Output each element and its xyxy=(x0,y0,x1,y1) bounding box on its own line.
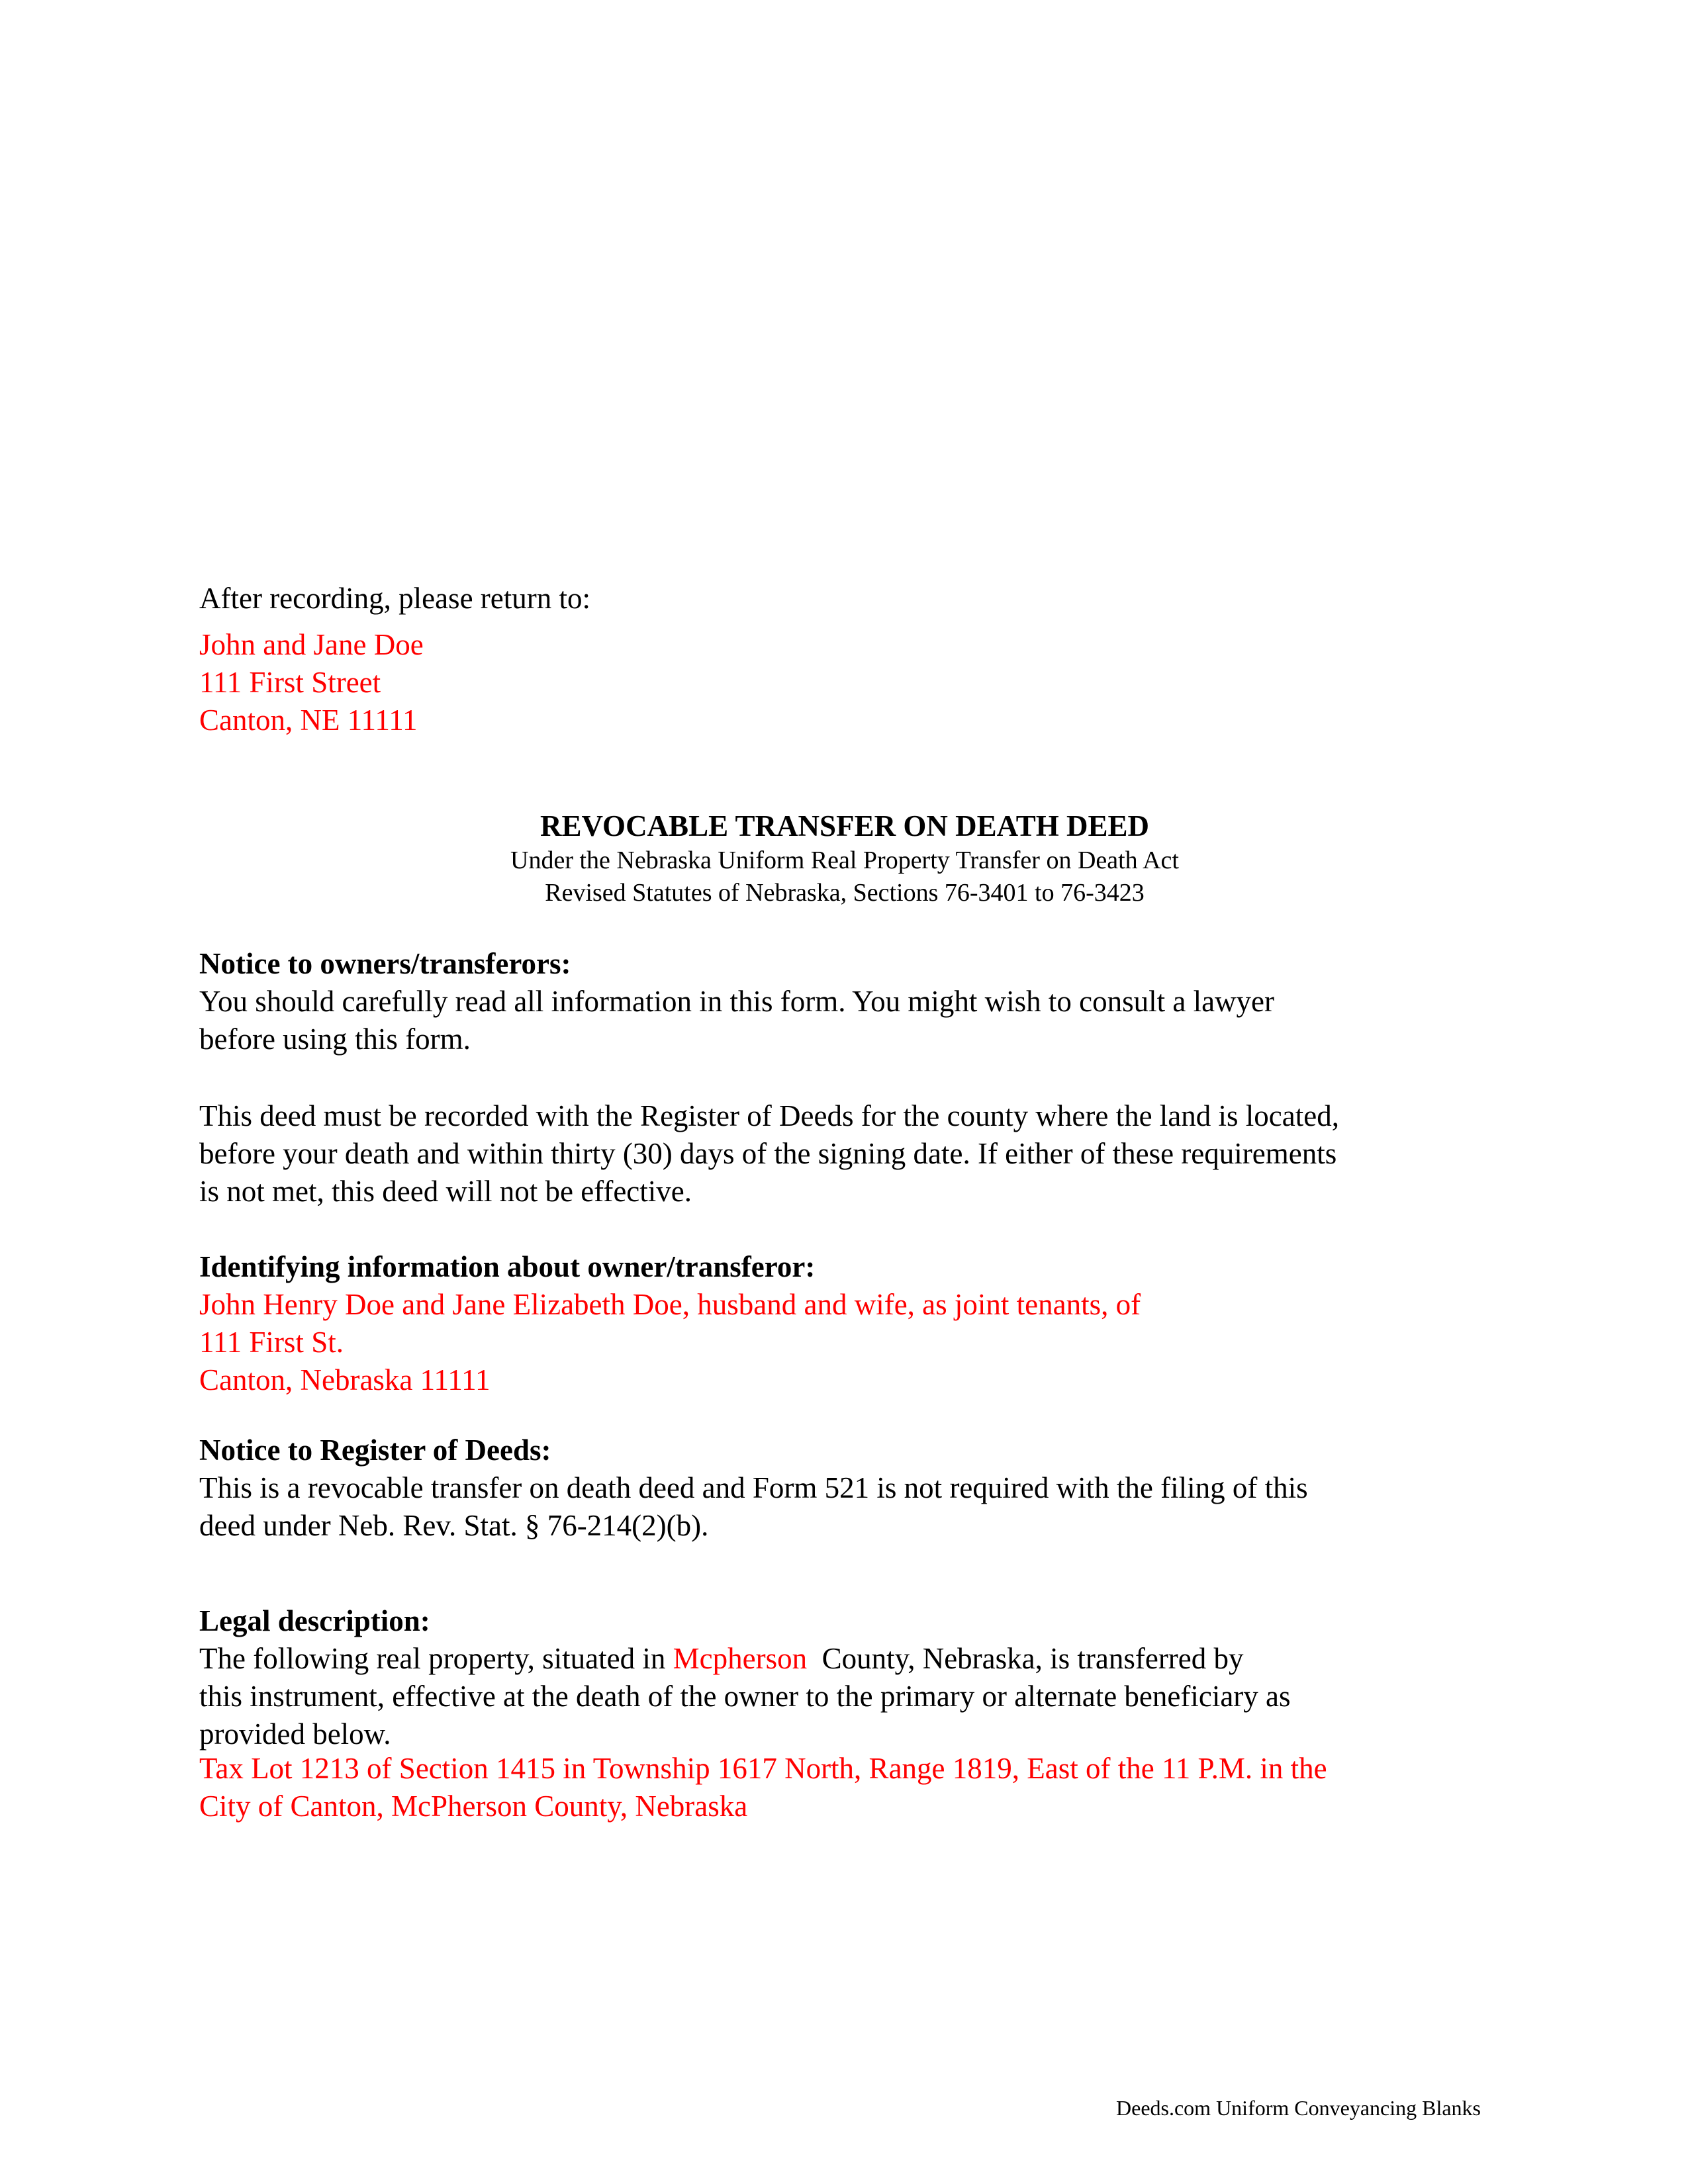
deed-title: REVOCABLE TRANSFER ON DEATH DEED xyxy=(539,809,1150,842)
legal-description-section xyxy=(199,1602,1490,1753)
return-street: 111 First Street xyxy=(199,666,381,699)
return-name: John and Jane Doe xyxy=(199,628,424,661)
deed-subtitle-act: Under the Nebraska Uniform Real Property Transfer on Death Act xyxy=(510,846,1179,874)
property-description-line: Tax Lot 1213 of Section 1415 in Township 1617 North, Range 1819, East of the 11 P.M. in the xyxy=(199,1752,1327,1785)
owner-names: John Henry Doe and Jane Elizabeth Doe, husband and wife, as joint tenants, of xyxy=(199,1288,1141,1321)
notice-owners-text-line: You should carefully read all information in this form. You might wish to consult a lawyer xyxy=(199,985,1274,1018)
legal-description-line: provided below. xyxy=(199,1717,391,1751)
recording-text-line: This deed must be recorded with the Register of Deeds for the county where the land is located, xyxy=(199,1099,1339,1132)
legal-description-line: this instrument, effective at the death of the owner to the primary or alternate beneficiary as xyxy=(199,1680,1291,1713)
return-address-block xyxy=(199,626,1490,739)
return-to-label: After recording, please return to: xyxy=(199,582,590,615)
notice-owners-text-line: before using this form. xyxy=(199,1023,471,1056)
owner-street: 111 First St. xyxy=(199,1326,344,1359)
property-description xyxy=(199,1750,1490,1825)
property-description-line: City of Canton, McPherson County, Nebraska xyxy=(199,1790,748,1823)
deed-header xyxy=(199,807,1490,909)
county-name: Mcpherson xyxy=(673,1642,808,1675)
recording-text-line: before your death and within thirty (30) days of the signing date. If either of these requirements xyxy=(199,1137,1337,1170)
footer-credit: Deeds.com Uniform Conveyancing Blanks xyxy=(1116,2096,1481,2120)
notice-register-heading: Notice to Register of Deeds: xyxy=(199,1433,551,1467)
notice-owners-heading: Notice to owners/transferors: xyxy=(199,947,571,980)
legal-description-line xyxy=(199,1640,1490,1678)
owner-info-heading: Identifying information about owner/transferor: xyxy=(199,1250,816,1283)
notice-owners-section xyxy=(199,945,1490,1058)
legal-prefix: The following real property, situated in xyxy=(199,1642,673,1675)
legal-description-heading: Legal description: xyxy=(199,1604,430,1637)
legal-suffix: County, Nebraska, is transferred by xyxy=(807,1642,1244,1675)
notice-register-section xyxy=(199,1432,1490,1545)
return-city: Canton, NE 11111 xyxy=(199,704,418,737)
owner-city: Canton, Nebraska 11111 xyxy=(199,1363,491,1396)
notice-register-text-line: This is a revocable transfer on death deed and Form 521 is not required with the filing of this xyxy=(199,1471,1308,1504)
recording-requirements-paragraph xyxy=(199,1097,1490,1210)
recording-text-line: is not met, this deed will not be effective. xyxy=(199,1175,692,1208)
owner-info-section xyxy=(199,1248,1490,1399)
deed-subtitle-statutes: Revised Statutes of Nebraska, Sections 76-3401 to 76-3423 xyxy=(545,879,1145,907)
notice-register-text-line: deed under Neb. Rev. Stat. § 76-214(2)(b). xyxy=(199,1509,709,1542)
return-to-label-block xyxy=(199,580,1490,617)
